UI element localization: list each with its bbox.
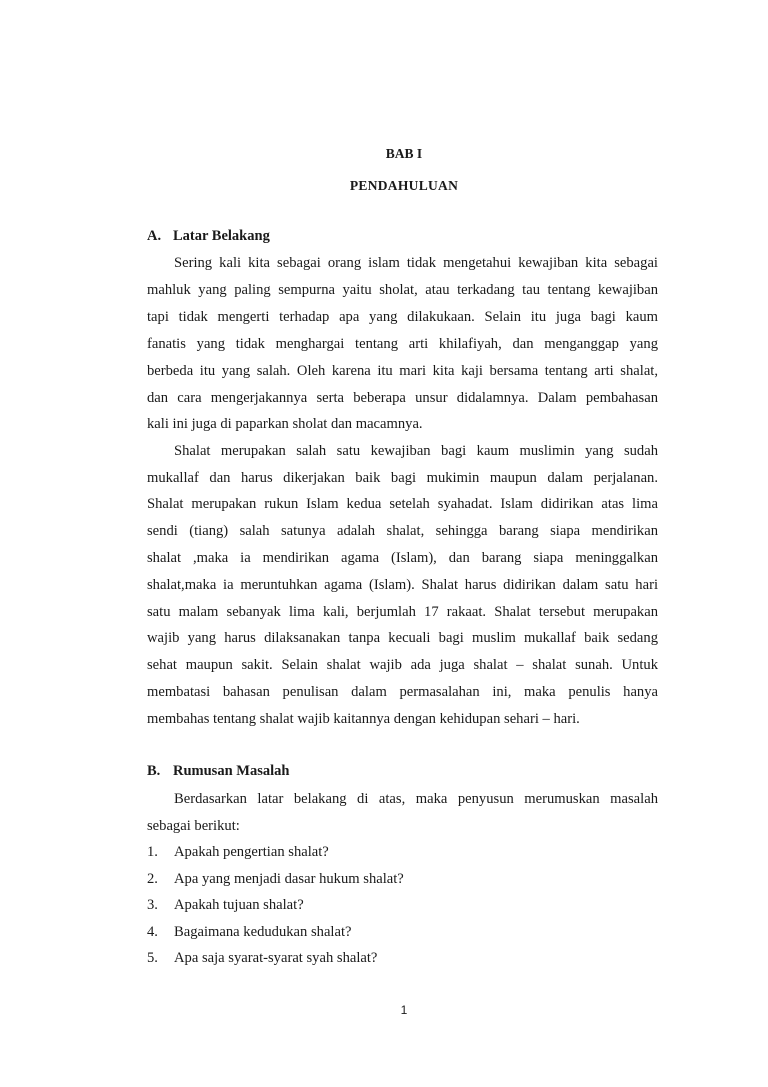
list-item xyxy=(147,948,377,968)
paragraph-line: tapi tidak mengerti terhadap apa yang dilakukaan. Selain itu juga bagi kaum xyxy=(147,309,658,325)
chapter-title: PENDAHULUAN xyxy=(349,178,459,193)
list-item-number: 5. xyxy=(147,950,158,966)
page-number: 1 xyxy=(400,1003,408,1017)
paragraph-line: shalat,maka ia meruntuhkan agama (Islam). Shalat harus didirikan dalam satu hari xyxy=(147,577,658,593)
section-a-title: Latar Belakang xyxy=(173,228,270,244)
section-b-heading xyxy=(147,763,289,780)
paragraph-line: sebagai berikut: xyxy=(147,818,240,834)
paragraph-line: berbeda itu yang salah. Oleh karena itu mari kita kaji bersama tentang arti shalat, xyxy=(147,363,658,379)
list-item-number: 3. xyxy=(147,897,158,913)
list-item-number: 2. xyxy=(147,871,158,887)
paragraph-line: membatasi bahasan penulisan dalam permasalahan ini, maka penulis hanya xyxy=(147,684,658,700)
list-item-text: Apakah pengertian shalat? xyxy=(174,844,329,860)
list-item xyxy=(147,869,404,889)
list-item xyxy=(147,842,329,862)
paragraph-line: wajib yang harus dilaksanakan tanpa kecuali bagi muslim mukallaf baik sedang xyxy=(147,630,658,646)
section-a-heading xyxy=(147,228,270,245)
paragraph-line: mahluk yang paling sempurna yaitu sholat, atau terkadang tau tentang kewajiban xyxy=(147,282,658,298)
list-item-text: Apakah tujuan shalat? xyxy=(174,897,304,913)
list-item-text: Apa saja syarat-syarat syah shalat? xyxy=(174,950,378,966)
paragraph-line: sendi (tiang) salah satunya adalah shalat, sehingga barang siapa mendirikan xyxy=(147,523,658,539)
section-a-number: A. xyxy=(147,228,162,244)
paragraph-line: kali ini juga di paparkan sholat dan macamnya. xyxy=(147,416,423,432)
list-item xyxy=(147,922,352,942)
paragraph-line: dan cara mengerjakannya serta beberapa unsur didalamnya. Dalam pembahasan xyxy=(147,390,658,406)
list-item xyxy=(147,895,304,915)
paragraph-line: Shalat merupakan salah satu kewajiban bagi kaum muslimin yang sudah xyxy=(174,443,658,459)
list-item-text: Apa yang menjadi dasar hukum shalat? xyxy=(174,871,404,887)
section-b-title: Rumusan Masalah xyxy=(173,763,290,779)
paragraph-line: mukallaf dan harus dikerjakan baik bagi mukimin maupun dalam perjalanan. xyxy=(147,470,658,486)
list-item-number: 1. xyxy=(147,844,158,860)
paragraph-line: fanatis yang tidak menghargai tentang arti khilafiyah, dan menganggap yang xyxy=(147,336,658,352)
list-item-text: Bagaimana kedudukan shalat? xyxy=(174,924,352,940)
list-item-number: 4. xyxy=(147,924,158,940)
paragraph-line: Sering kali kita sebagai orang islam tidak mengetahui kewajiban kita sebagai xyxy=(174,255,658,271)
paragraph-line: Berdasarkan latar belakang di atas, maka penyusun merumuskan masalah xyxy=(174,791,658,807)
paragraph-line: membahas tentang shalat wajib kaitannya dengan kehidupan sehari – hari. xyxy=(147,711,580,727)
paragraph-line: shalat ,maka ia mendirikan agama (Islam), dan barang siapa meninggalkan xyxy=(147,550,658,566)
paragraph-line: Shalat merupakan rukun Islam kedua setelah syahadat. Islam didirikan atas lima xyxy=(147,496,658,512)
paragraph-line: sehat maupun sakit. Selain shalat wajib ada juga shalat – shalat sunah. Untuk xyxy=(147,657,658,673)
section-b-number: B. xyxy=(147,763,161,779)
chapter-number: BAB I xyxy=(385,146,423,161)
paragraph-line: satu malam sebanyak lima kali, berjumlah 17 rakaat. Shalat tersebut merupakan xyxy=(147,604,658,620)
